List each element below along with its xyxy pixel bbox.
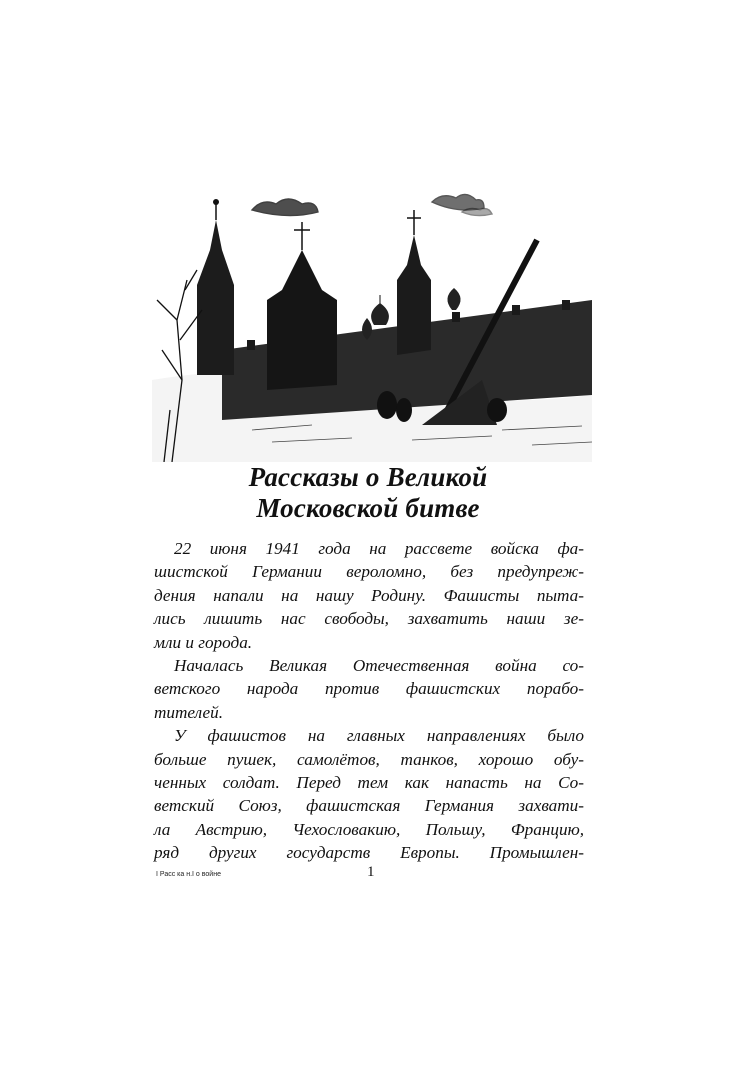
text-line: ряд других государств Европы. Промышлен- xyxy=(154,843,584,863)
chapter-title-line1: Рассказы о Великой xyxy=(248,462,488,492)
text-line: тителей. xyxy=(154,702,224,722)
footer-label: I Расс ка н.I о войне xyxy=(156,871,221,878)
chapter-title xyxy=(152,462,584,524)
page-number: 1 xyxy=(367,864,375,880)
text-line: ченных солдат. Перед тем как напасть на Со- xyxy=(154,772,584,792)
text-line: больше пушек, самолётов, танков, хорошо обу- xyxy=(154,749,584,769)
text-line: мли и города. xyxy=(154,632,253,652)
text-line: 22 июня 1941 года на рассвете войска фа- xyxy=(174,539,584,558)
body-paragraphs xyxy=(154,537,584,864)
text-line: Началась Великая Отечественная война со- xyxy=(174,655,584,675)
kremlin-sketch-icon xyxy=(152,190,592,462)
text-line: ветский Союз, фашистская Германия захвати- xyxy=(154,796,584,816)
text-line: ветского народа против фашистских порабо- xyxy=(154,679,584,699)
text-line: ла Австрию, Чехословакию, Польшу, Францию, xyxy=(154,819,584,839)
text-line: лись лишить нас свободы, захватить наши зе- xyxy=(154,609,584,629)
text-line: У фашистов на главных направлениях было xyxy=(174,726,584,746)
chapter-title-line2: Московской битве xyxy=(256,493,480,523)
text-line: дения напали на нашу Родину. Фашисты пыта- xyxy=(154,585,584,605)
text-line: шистской Германии вероломно, без предупреж- xyxy=(154,562,584,582)
kremlin-illustration xyxy=(152,190,592,462)
